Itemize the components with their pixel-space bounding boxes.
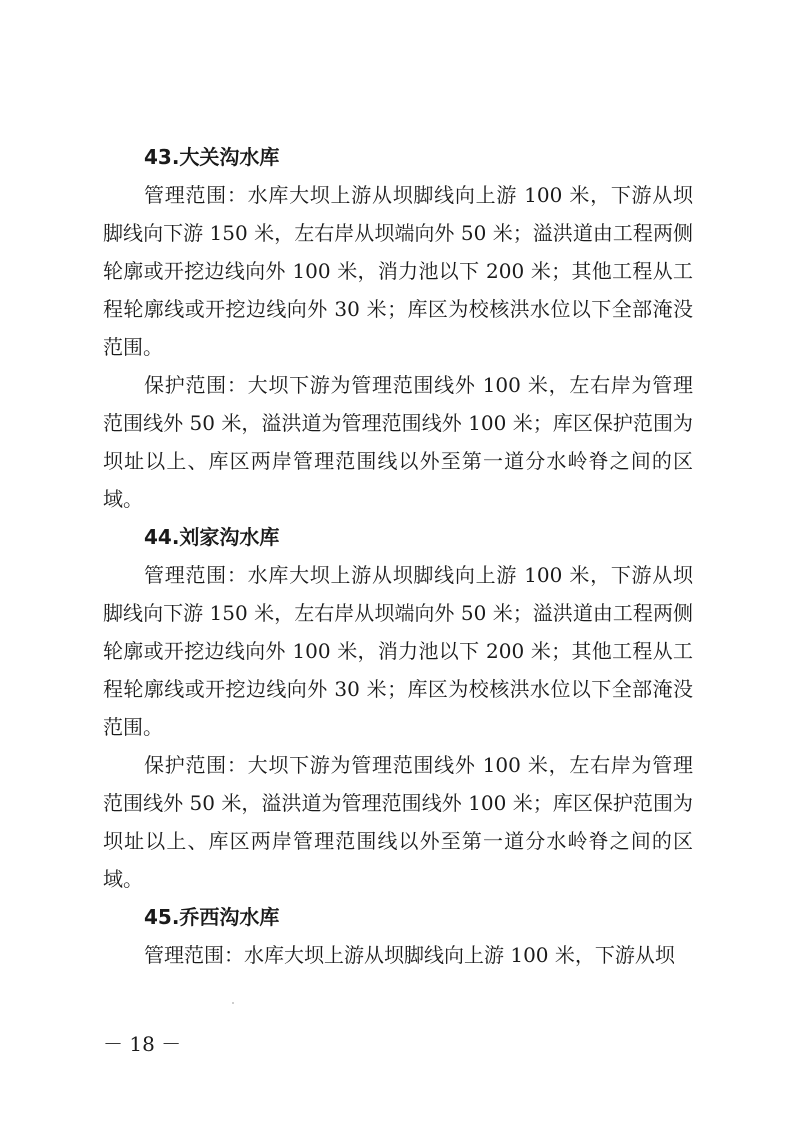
- page-content: [103, 138, 693, 974]
- reservoir-section-43: [103, 138, 693, 518]
- reservoir-section-45: [103, 898, 693, 974]
- management-scope-paragraph: 管理范围：水库大坝上游从坝脚线向上游 100 米，下游从坝脚线向下游 150 米，左右岸从坝端向外 50 米；溢洪道由工程两侧轮廓或开挖边线向外 100 米，消力池以下 200 米；其他工程从工程轮廓线或开挖边线向外 30 米；库区为校核洪水位以下全部淹没范围。: [103, 563, 693, 739]
- protection-scope-paragraph: 保护范围：大坝下游为管理范围线外 100 米，左右岸为管理范围线外 50 米，溢洪道为管理范围线外 100 米；库区保护范围为坝址以上、库区两岸管理范围线以外至第一道分水岭脊之间的区域。: [103, 753, 693, 891]
- management-scope-paragraph: 管理范围：水库大坝上游从坝脚线向上游 100 米，下游从坝脚线向下游 150 米，左右岸从坝端向外 50 米；溢洪道由工程两侧轮廓或开挖边线向外 100 米，消力池以下 200 米；其他工程从工程轮廓线或开挖边线向外 30 米；库区为校核洪水位以下全部淹没范围。: [103, 183, 693, 359]
- reservoir-section-44: [103, 518, 693, 898]
- protection-scope-paragraph: 保护范围：大坝下游为管理范围线外 100 米，左右岸为管理范围线外 50 米，溢洪道为管理范围线外 100 米；库区保护范围为坝址以上、库区两岸管理范围线以外至第一道分水岭脊之间的区域。: [103, 373, 693, 511]
- section-heading: 43.大关沟水库: [144, 145, 280, 169]
- management-scope-paragraph: 管理范围：水库大坝上游从坝脚线向上游 100 米，下游从坝: [144, 943, 675, 967]
- section-heading: 44.刘家沟水库: [144, 525, 280, 549]
- scan-speck: [232, 1002, 234, 1004]
- page-number: － 18 －: [103, 1032, 182, 1056]
- section-heading: 45.乔西沟水库: [144, 905, 280, 929]
